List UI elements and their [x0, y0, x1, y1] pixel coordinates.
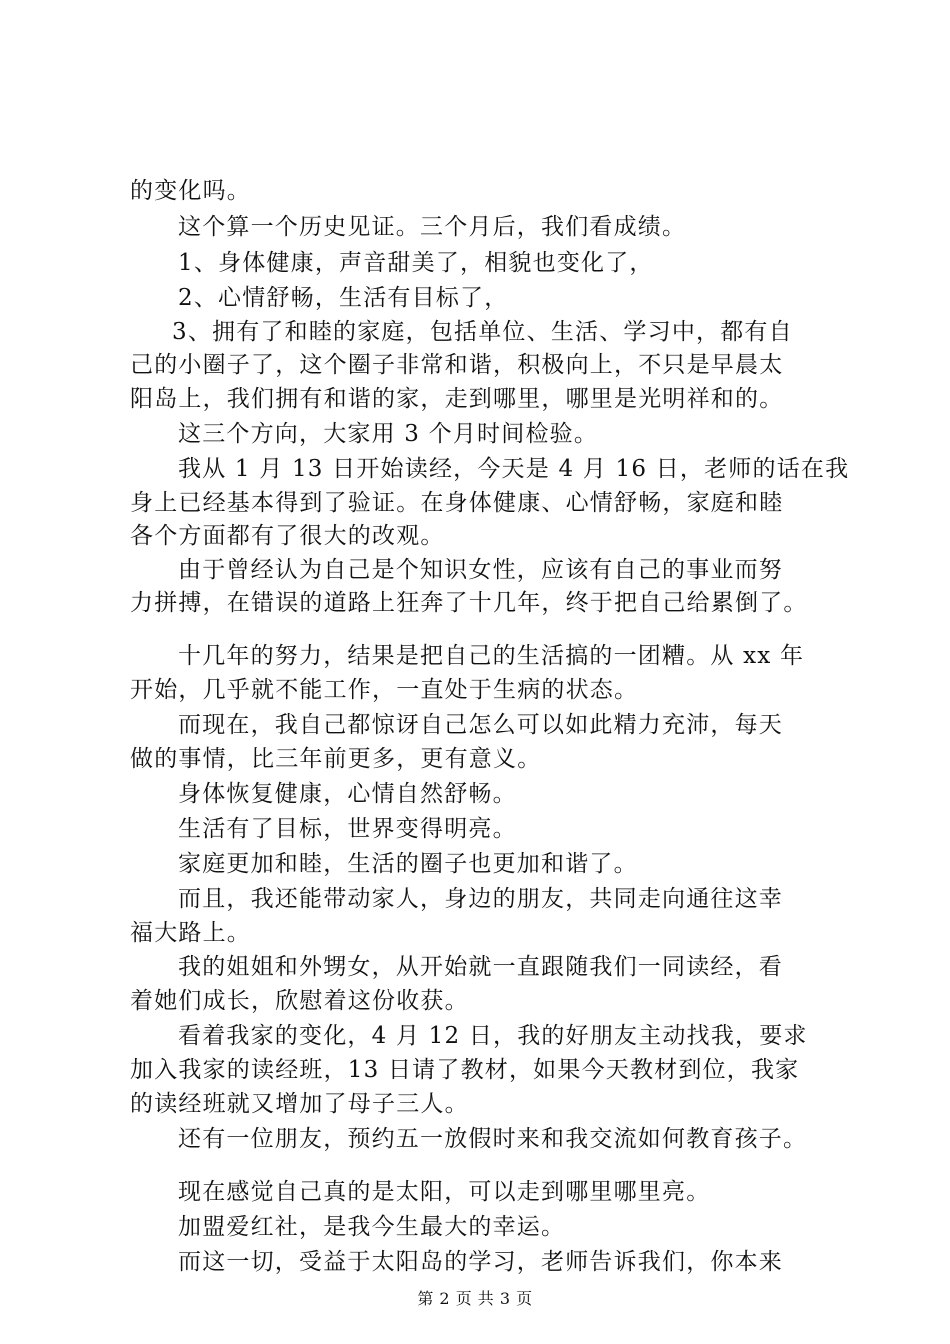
- text-line: 身上已经基本得到了验证。在身体健康、心情舒畅，家庭和睦: [130, 490, 784, 516]
- text-line: 福大路上。: [130, 920, 251, 946]
- text-line: 而且，我还能带动家人，身边的朋友，共同走向通往这幸: [178, 886, 783, 912]
- text-line: 的变化吗。: [130, 178, 251, 204]
- text-line: 我的姐姐和外甥女，从开始就一直跟随我们一同读经，看: [178, 954, 783, 980]
- text-line: 1、身体健康，声音甜美了，相貌也变化了，: [178, 250, 654, 276]
- text-line: 己的小圈子了，这个圈子非常和谐，积极向上，不只是早晨太: [130, 352, 784, 378]
- page-number-footer: 第 2 页 共 3 页: [417, 1289, 533, 1308]
- text-line: 这三个方向，大家用 3 个月时间检验。: [178, 421, 599, 447]
- text-line: 还有一位朋友，预约五一放假时来和我交流如何教育孩子。: [178, 1126, 808, 1152]
- text-line: 十几年的努力，结果是把自己的生活搞的一团糟。从 xx 年: [178, 643, 805, 669]
- text-line: 的读经班就又增加了母子三人。: [130, 1091, 469, 1117]
- text-line: 开始，几乎就不能工作，一直处于生病的状态。: [130, 677, 639, 703]
- text-line: 现在感觉自己真的是太阳，可以走到哪里哪里亮。: [178, 1179, 711, 1205]
- text-line: 加盟爱红社，是我今生最大的幸运。: [178, 1214, 566, 1240]
- text-line: 家庭更加和睦，生活的圈子也更加和谐了。: [178, 851, 638, 877]
- text-line: 各个方面都有了很大的改观。: [130, 523, 445, 549]
- text-line: 由于曾经认为自己是个知识女性，应该有自己的事业而努: [178, 557, 783, 583]
- text-line: 而现在，我自己都惊讶自己怎么可以如此精力充沛，每天: [178, 712, 783, 738]
- text-line: 而这一切，受益于太阳岛的学习，老师告诉我们，你本来: [178, 1249, 783, 1275]
- text-line: 3、拥有了和睦的家庭，包括单位、生活、学习中，都有自: [172, 319, 793, 345]
- text-line: 身体恢复健康，心情自然舒畅。: [178, 781, 517, 807]
- text-line: 做的事情，比三年前更多，更有意义。: [130, 746, 542, 772]
- text-line: 这个算一个历史见证。三个月后，我们看成绩。: [178, 214, 687, 240]
- text-line: 看着我家的变化，4 月 12 日，我的好朋友主动找我，要求: [178, 1023, 808, 1049]
- text-line: 阳岛上，我们拥有和谐的家，走到哪里，哪里是光明祥和的。: [130, 386, 784, 412]
- text-line: 着她们成长，欣慰着这份收获。: [130, 988, 469, 1014]
- text-line: 我从 1 月 13 日开始读经，今天是 4 月 16 日，老师的话在我: [178, 456, 850, 482]
- text-line: 加入我家的读经班，13 日请了教材，如果今天教材到位，我家: [130, 1057, 800, 1083]
- text-line: 生活有了目标，世界变得明亮。: [178, 816, 517, 842]
- text-line: 力拼搏，在错误的道路上狂奔了十几年，终于把自己给累倒了。: [130, 590, 808, 616]
- text-line: 2、心情舒畅，生活有目标了，: [178, 285, 509, 311]
